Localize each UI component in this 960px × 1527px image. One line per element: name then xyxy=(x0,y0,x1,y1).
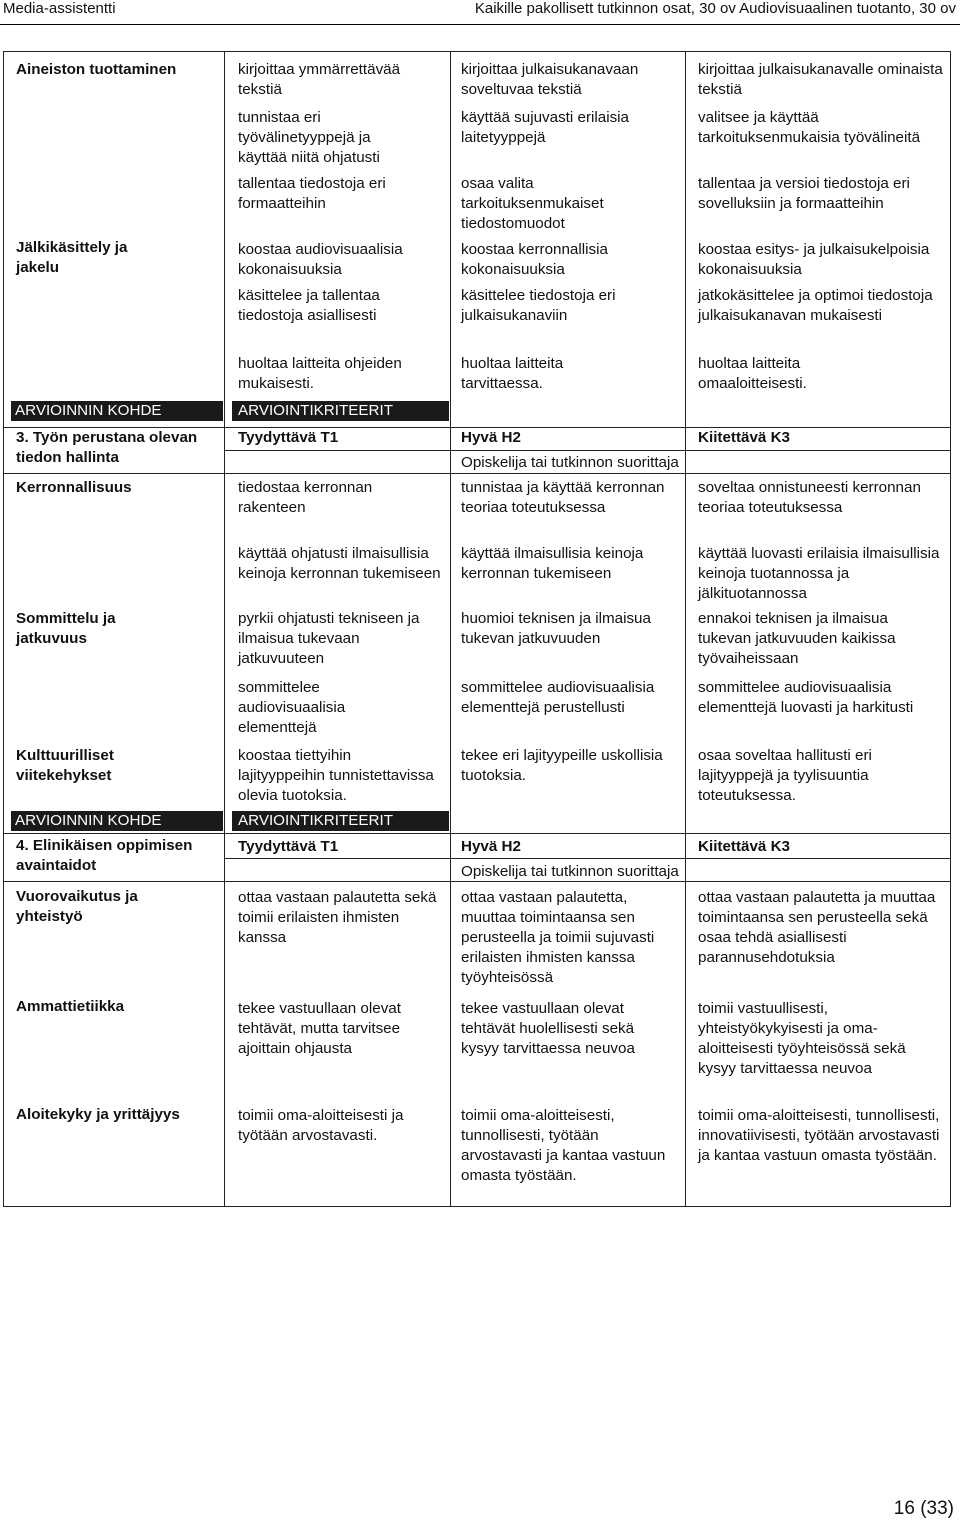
section-title: 4. Elinikäisen oppimisen avaintaidot xyxy=(16,837,193,874)
criterion-t1: ottaa vastaan palautetta sekä toimii erilaisten ihmisten kanssa xyxy=(238,889,437,946)
criterion-k3: osaa soveltaa hallitusti eri lajityyppejä ja tyylisuuntia toteutuksessa. xyxy=(698,747,872,804)
criterion-label: Aineiston tuottaminen xyxy=(16,61,177,78)
section-kriteerit-label: ARVIOINTIKRITEERIT xyxy=(232,401,449,421)
section-kriteerit-label: ARVIOINTIKRITEERIT xyxy=(232,811,449,831)
criterion-k3: toimii oma-aloitteisesti, tunnollisesti, innovatiivisesti, työtään arvostavasti ja kantaa vastuun omasta työstään. xyxy=(698,1107,940,1164)
criterion-h2: käsittelee tiedostoja eri julkaisukanaviin xyxy=(461,287,616,324)
criterion-label: Ammattietiikka xyxy=(16,998,125,1015)
criterion-k3: käyttää luovasti erilaisia ilmaisullisia keinoja tuotannossa ja jälkituotannossa xyxy=(698,545,940,602)
criterion-k3: tallentaa ja versioi tiedostoja eri sovelluksiin ja formaatteihin xyxy=(698,175,910,212)
criterion-h2: tekee vastuullaan olevat tehtävät huolellisesti sekä kysyy tarvittaessa neuvoa xyxy=(461,1000,635,1057)
header-rule xyxy=(0,24,960,25)
criterion-h2: tunnistaa ja käyttää kerronnan teoriaa toteutuksessa xyxy=(461,479,665,516)
criterion-k3: huoltaa laitteita omaaloitteisesti. xyxy=(698,355,807,392)
subheader: Opiskelija tai tutkinnon suorittaja xyxy=(461,863,679,880)
level-h2: Hyvä H2 xyxy=(461,429,521,446)
subheader: Opiskelija tai tutkinnon suorittaja xyxy=(461,454,679,471)
criterion-h2: huoltaa laitteita tarvittaessa. xyxy=(461,355,564,392)
col-divider xyxy=(685,51,686,1207)
criterion-k3: koostaa esitys- ja julkaisukelpoisia kokonaisuuksia xyxy=(698,241,930,278)
row-divider xyxy=(224,858,951,859)
criterion-k3: valitsee ja käyttää tarkoituksenmukaisia työvälineitä xyxy=(698,109,921,146)
criterion-h2: ottaa vastaan palautetta, muuttaa toimintaansa sen perusteella ja toimii sujuvasti erilaisten ihmisten kanssa työyhteisössä xyxy=(461,889,655,986)
criterion-label: Sommittelu ja jatkuvuus xyxy=(16,610,116,647)
level-h2: Hyvä H2 xyxy=(461,838,521,855)
criterion-t1: koostaa tiettyihin lajityyppeihin tunnistettavissa olevia tuotoksia. xyxy=(238,747,434,804)
criterion-k3: soveltaa onnistuneesti kerronnan teoriaa toteutuksessa xyxy=(698,479,921,516)
criterion-h2: toimii oma-aloitteisesti, tunnollisesti, työtään arvostavasti ja kantaa vastuun omasta työstään. xyxy=(461,1107,666,1184)
criterion-t1: sommittelee audiovisuaalisia elementtejä xyxy=(238,679,346,736)
criterion-t1: käyttää ohjatusti ilmaisullisia keinoja kerronnan tukemiseen xyxy=(238,545,441,582)
criterion-label: Kulttuurilliset viitekehykset xyxy=(16,747,114,784)
criterion-h2: kirjoittaa julkaisukanavaan soveltuvaa tekstiä xyxy=(461,61,639,98)
criterion-t1: tiedostaa kerronnan rakenteen xyxy=(238,479,373,516)
criterion-t1: koostaa audiovisuaalisia kokonaisuuksia xyxy=(238,241,403,278)
criterion-t1: kirjoittaa ymmärrettävää tekstiä xyxy=(238,61,401,98)
page-number: 16 (33) xyxy=(893,1498,954,1519)
criterion-h2: osaa valita tarkoituksenmukaiset tiedostomuodot xyxy=(461,175,604,232)
header-left: Media-assistentti xyxy=(3,0,116,17)
header-right: Kaikille pakollisett tutkinnon osat, 30 ov Audiovisuaalinen tuotanto, 30 ov xyxy=(474,0,956,17)
row-divider xyxy=(3,833,951,834)
criterion-t1: tunnistaa eri työvälinetyyppejä ja käyttää niitä ohjatusti xyxy=(238,109,380,166)
criterion-k3: ottaa vastaan palautetta ja muuttaa toimintaansa sen perusteella sekä osaa tehdä asiallisesti parannusehdotuksia xyxy=(698,889,936,966)
criterion-h2: sommittelee audiovisuaalisia elementtejä perustellusti xyxy=(461,679,655,716)
col-divider xyxy=(450,51,451,1207)
criterion-label: Kerronnallisuus xyxy=(16,479,132,496)
criterion-t1: huoltaa laitteita ohjeiden mukaisesti. xyxy=(238,355,402,392)
criterion-h2: käyttää sujuvasti erilaisia laitetyyppejä xyxy=(461,109,629,146)
criterion-label: Vuorovaikutus ja yhteistyö xyxy=(16,888,138,925)
criterion-label: Aloitekyky ja yrittäjyys xyxy=(16,1106,180,1123)
section-kohde-label: ARVIOINNIN KOHDE xyxy=(11,811,223,831)
criterion-h2: käyttää ilmaisullisia keinoja kerronnan tukemiseen xyxy=(461,545,644,582)
criterion-h2: huomioi teknisen ja ilmaisua tukevan jatkuvuuden xyxy=(461,610,651,647)
criterion-h2: koostaa kerronnallisia kokonaisuuksia xyxy=(461,241,608,278)
criterion-t1: tekee vastuullaan olevat tehtävät, mutta tarvitsee ajoittain ohjausta xyxy=(238,1000,401,1057)
criterion-h2: tekee eri lajityypeille uskollisia tuotoksia. xyxy=(461,747,663,784)
col-divider xyxy=(224,51,225,1207)
section-title: 3. Työn perustana olevan tiedon hallinta xyxy=(16,429,198,466)
criterion-k3: toimii vastuullisesti, yhteistyökykyisesti ja oma-aloitteisesti työyhteisössä sekä kysyy tarvittaessa neuvoa xyxy=(698,1000,906,1077)
page-header xyxy=(0,0,960,22)
row-divider xyxy=(3,473,951,474)
criterion-k3: sommittelee audiovisuaalisia elementtejä luovasti ja harkitusti xyxy=(698,679,914,716)
level-k3: Kiitettävä K3 xyxy=(698,429,791,446)
criterion-t1: tallentaa tiedostoja eri formaatteihin xyxy=(238,175,386,212)
row-divider xyxy=(224,450,951,451)
criterion-t1: toimii oma-aloitteisesti ja työtään arvostavasti. xyxy=(238,1107,404,1144)
level-t1: Tyydyttävä T1 xyxy=(238,838,339,855)
criterion-t1: käsittelee ja tallentaa tiedostoja asiallisesti xyxy=(238,287,380,324)
criterion-k3: kirjoittaa julkaisukanavalle ominaista tekstiä xyxy=(698,61,943,98)
level-t1: Tyydyttävä T1 xyxy=(238,429,339,446)
section-kohde-label: ARVIOINNIN KOHDE xyxy=(11,401,223,421)
criterion-k3: jatkokäsittelee ja optimoi tiedostoja julkaisukanavan mukaisesti xyxy=(698,287,933,324)
criterion-t1: pyrkii ohjatusti tekniseen ja ilmaisua tukevaan jatkuvuuteen xyxy=(238,610,420,667)
criterion-k3: ennakoi teknisen ja ilmaisua tukevan jatkuvuuden kaikissa työvaiheissaan xyxy=(698,610,896,667)
level-k3: Kiitettävä K3 xyxy=(698,838,791,855)
criterion-label: Jälkikäsittely ja jakelu xyxy=(16,239,128,276)
